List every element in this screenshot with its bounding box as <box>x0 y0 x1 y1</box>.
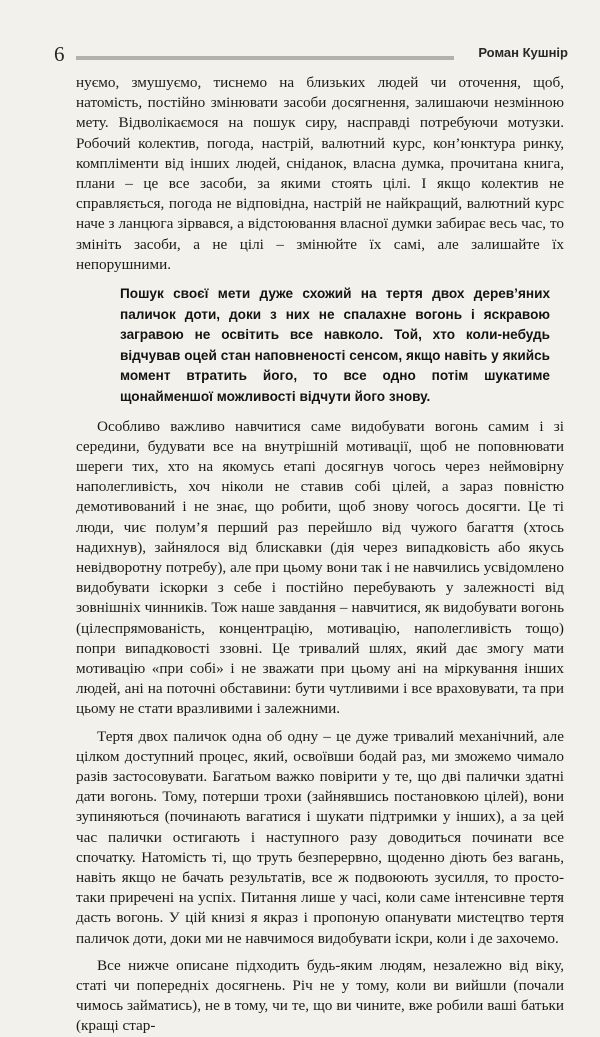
page-number: 6 <box>54 42 65 66</box>
pull-quote: Пошук своєї мети дуже схожий на тертя двох дерев’яних паличок доти, доки з них не спалахне вогонь і яскравою загравою не освітить все навколо. Той, хто коли-небудь відчував оцей стан наповненості сенсом, якщо навіть у якийсь момент втратить його, то все одно потім шукатиме щонайменшої можливості відчути його знову. <box>120 286 550 404</box>
paragraph-3: Тертя двох паличок одна об одну – це дуже тривалий механічний, але цілком доступний процес, який, освоївши бодай раз, ми зможемо чимало разів застосовувати. Багатьом важко повірити у те, що дві палички здатні дати вогонь. Тому, потерши трохи (зайнявшись постановкою цілей), вони зупиняються (починають вагатися і шукати підтримки у інших), а за цей час палички остигають і наступного разу доводиться починати все спочатку. Натомість ті, що труть безперервно, щоденно діють без вагань, навіть якщо не бачать результатів, все ж подвоюють зусилля, то просто-таки приречені на успіх. Питання лише у часі, коли саме інтенсивне тертя дасть вогонь. У цій книзі я якраз і пропоную опанувати мистецтво тертя паличок доти, доки ми не навчимося видобувати іскри, коли і де захочемо. <box>76 727 564 947</box>
running-author: Роман Кушнір <box>478 45 568 60</box>
header-rule <box>76 56 454 60</box>
paragraph-1: нуємо, змушуємо, тиснемо на близьких людей чи оточення, щоб, натомість, постійно змінювати засоби досягнення, залишаючи незмінною мету. Відволікаємося на пошук сиру, насправді потребуючи мотузки. Робочий колектив, погода, настрій, валютний курс, кон’юнктура ринку, компліменти від інших людей, сніданок, власна думка, прочитана книга, плани – це все засоби, за якими стоять цілі. І якщо колектив не справляється, погода не відповідна, настрій не найкращий, валютний курс наче з ланцюга зірвався, а відстоювання власної думки забирає весь час, то змініть засоби, а не цілі – змінюйте їх самі, але залишайте їх непорушними. <box>76 74 564 273</box>
running-header <box>54 42 568 66</box>
paragraph-2: Особливо важливо навчитися саме видобувати вогонь самим і зі середини, будувати все на внутрішній мотивації, щоб не поповнювати шереги тих, хто на якомусь етапі досягнув чогось через неймовірну наполегливість, хоч ніколи не ставив собі цілей, а зараз повністю демотивований і не знає, що робити, щоб знову чогось досягти. Це ті люди, чиє полум’я перший раз перейшло від чужого багаття (хтось надихнув), зайнялося від блискавки (дія через випадковість або якусь невідворотну потребу), але при цьому вони так і не навчились усвідомлено видобувати іскорки з себе і постійно перебувають у залежності від зовнішніх чинників. Тож наше завдання – навчитися, як видобувати вогонь (цілеспрямованість, концентрацію, мотивацію, наполегливість тощо) попри випадковості ззовні. Це тривалий шлях, який дає змогу мати мотивацію «при собі» і не зважати при цьому ані на міркування інших людей, ані на поточні обставини: бути чутливими і все враховувати, та при цьому не стати вразливими і залежними. <box>76 417 564 718</box>
paragraph-4: Все нижче описане підходить будь-яким людям, незалежно від віку, статі чи попередніх досягнень. Річ не у тому, коли ви вийшли (почали чимось займатись), не в тому, чи те, що ви чините, вже робили ваші батьки (кращі стар- <box>76 956 564 1035</box>
main-text <box>76 73 564 1037</box>
